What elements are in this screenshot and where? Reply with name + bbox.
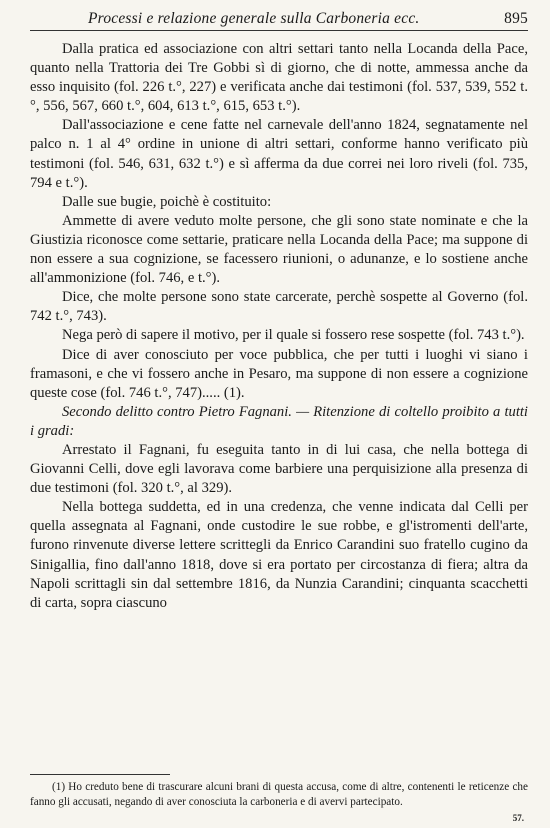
body-text	[30, 40, 528, 613]
footnote-rule	[30, 774, 170, 775]
paragraph: Dice, che molte persone sono state carcerate, perchè sospette al Governo (fol. 742 t.°, 743).	[30, 289, 528, 325]
paragraph: Nella bottega suddetta, ed in una credenza, che venne indicata dal Celli per quella assegnata al Fagnani, onde custodire le sue robbe, e gl'istromenti dell'arte, furono rinvenute diverse lettere scrittegli da Enrico Carandini suo fratello cugino da Sinigallia, fino dall'anno 1818, dove si era portato per circostanza di fiera; altra da Napoli scrittagli sin dal settembre 1816, da Nunzia Carandini; cinquanta scacchetti di carta, sopra ciascuno	[30, 499, 528, 611]
paragraph: Dalle sue bugie, poichè è costituito:	[62, 193, 272, 210]
paragraph: Dall'associazione e cene fatte nel carnevale dell'anno 1824, segnatamente nel palco n. 1 al 4° ordine in unione di altri settari, conforme hanno verificato più testimoni (fol. 546, 631, 632 t.°) e sì afferma da due correi nei loro riveli (fol. 735, 794 e t.°).	[30, 117, 528, 191]
printer-signature-mark: 57.	[512, 813, 524, 823]
paragraph: Ammette di avere veduto molte persone, che gli sono state nominate e che la Giustizia riconosce come settarie, praticare nella Locanda della Pace; ma suppone di non essere a sua cognizione, se facessero riunioni, o adunanze, e lo sostiene anche all'ammonizione (fol. 746, e t.°).	[30, 212, 528, 287]
paragraph: Dalla pratica ed associazione con altri settari tanto nella Locanda della Pace, quanto nella Trattoria dei Tre Gobbi sì di giorno, che di notte, ammessa anche da esso inquisito (fol. 226 t.°, 227) e verificata anche dai testimoni (fol. 537, 539, 552 t.°, 556, 567, 660 t.°, 604, 613 t.°, 615, 653 t.°).	[30, 41, 528, 115]
paragraph: Dice di aver conosciuto per voce pubblica, che per tutti i luoghi vi siano i framasoni, e che vi fossero anche in Pesaro, ma suppone di non essere a cognizione queste cose (fol. 746 t.°, 747)..... (1).	[30, 346, 528, 401]
paragraph: Nega però di sapere il motivo, per il quale si fossero rese sospette (fol. 743 t.°).	[62, 327, 525, 344]
footnote: (1) Ho creduto bene di trascurare alcuni brani di questa accusa, come di altre, contenenti le reticenze che fanno gli accusati, negando di aver conosciuta la carboneria e di avervi partecipato.	[30, 781, 528, 808]
paragraph: Arrestato il Fagnani, fu eseguita tanto in di lui casa, che nella bottega di Giovanni Celli, dove egli lavorava come barbiere una perquisizione alla presenza di due testimoni (fol. 320 t.°, al 329).	[30, 441, 528, 497]
page-number: 895	[504, 10, 528, 27]
header-rule	[30, 30, 528, 31]
section-heading: Secondo delitto contro Pietro Fagnani. — Ritenzione di coltello proibito a tutti i gradi:	[30, 403, 528, 439]
running-head-title: Processi e relazione generale sulla Carboneria ecc.	[88, 10, 420, 27]
running-head	[30, 6, 528, 30]
